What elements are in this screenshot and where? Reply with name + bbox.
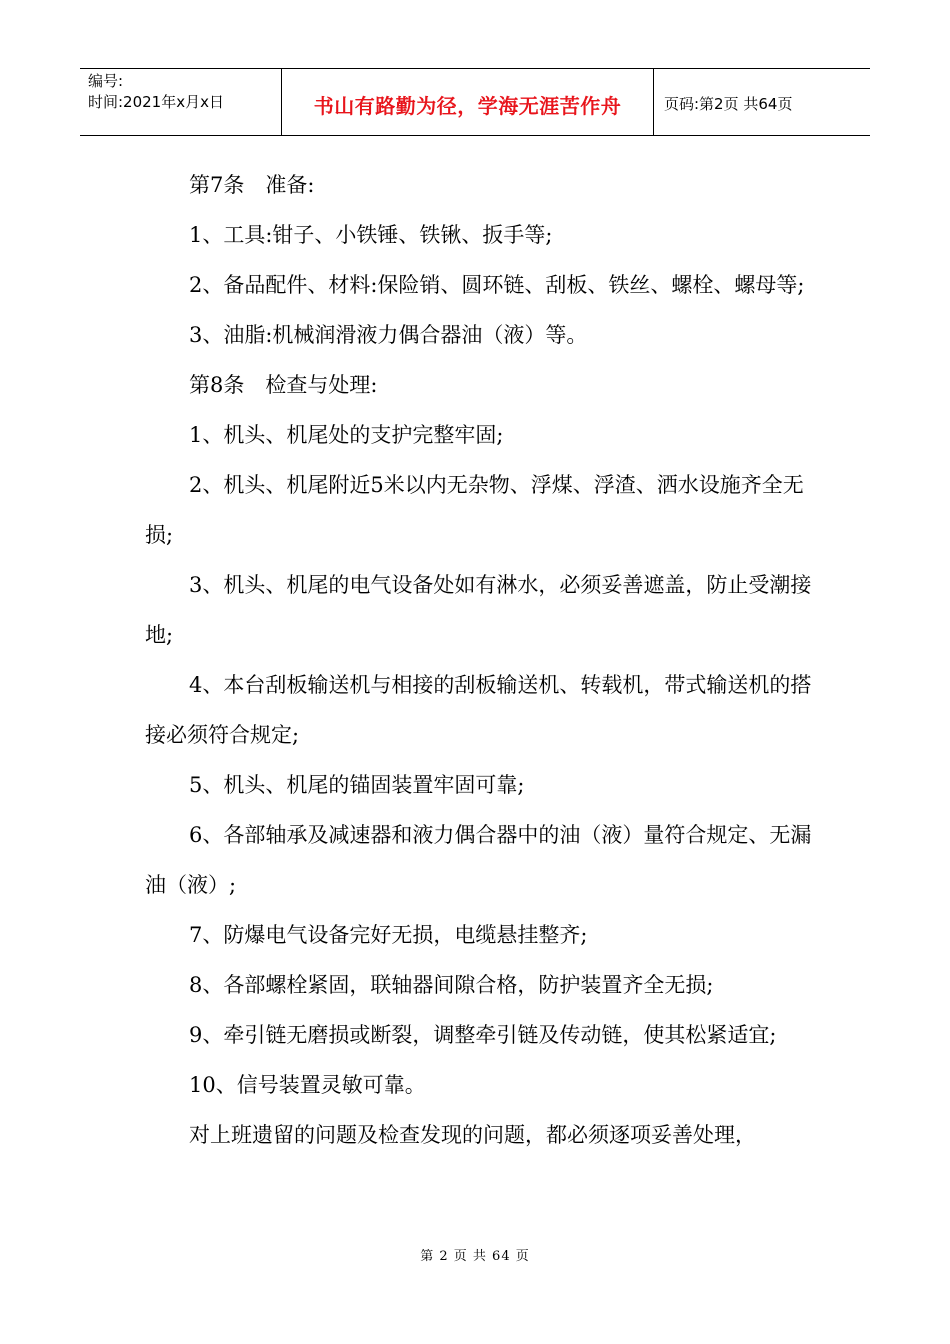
paragraph: 3、机头、机尾的电气设备处如有淋水，必须妥善遮盖，防止受潮接地; [145, 573, 812, 647]
paragraph: 3、油脂:机械润滑液力偶合器油（液）等。 [189, 323, 588, 347]
paragraph: 4、本台刮板输送机与相接的刮板输送机、转载机，带式输送机的搭接必须符合规定; [145, 673, 812, 747]
paragraph: 6、各部轴承及减速器和液力偶合器中的油（液）量符合规定、无漏油（液）; [145, 823, 812, 897]
page-header [80, 68, 870, 136]
paragraph: 1、机头、机尾处的支护完整牢固; [189, 423, 504, 447]
paragraph: 9、牵引链无磨损或断裂，调整牵引链及传动链，使其松紧适宜; [189, 1023, 777, 1047]
paragraph: 2、机头、机尾附近5米以内无杂物、浮煤、浮渣、洒水设施齐全无损; [145, 473, 804, 547]
header-motto: 书山有路勤为径，学海无涯苦作舟 [282, 69, 654, 135]
paragraph: 5、机头、机尾的锚固装置牢固可靠; [189, 773, 525, 797]
paragraph: 第8条 检查与处理: [189, 373, 378, 397]
paragraph: 8、各部螺栓紧固，联轴器间隙合格，防护装置齐全无损; [189, 973, 714, 997]
header-page-info: 页码:第2页 共64页 [664, 94, 793, 113]
number-label: 编号: [88, 72, 124, 90]
paragraph: 2、备品配件、材料:保险销、圆环链、刮板、铁丝、螺栓、螺母等; [189, 273, 805, 297]
time-label: 时间:2021年x月x日 [88, 93, 224, 111]
page-footer: 第 2 页 共 64 页 [420, 1249, 530, 1264]
paragraph: 1、工具:钳子、小铁锤、铁锹、扳手等; [189, 223, 553, 247]
paragraph: 对上班遗留的问题及检查发现的问题，都必须逐项妥善处理， [189, 1123, 756, 1147]
paragraph: 第7条 准备: [189, 173, 315, 197]
paragraph: 10、信号装置灵敏可靠。 [189, 1073, 426, 1097]
header-meta [80, 69, 282, 135]
paragraph: 7、防爆电气设备完好无损，电缆悬挂整齐; [189, 923, 588, 947]
document-body [145, 160, 815, 1160]
